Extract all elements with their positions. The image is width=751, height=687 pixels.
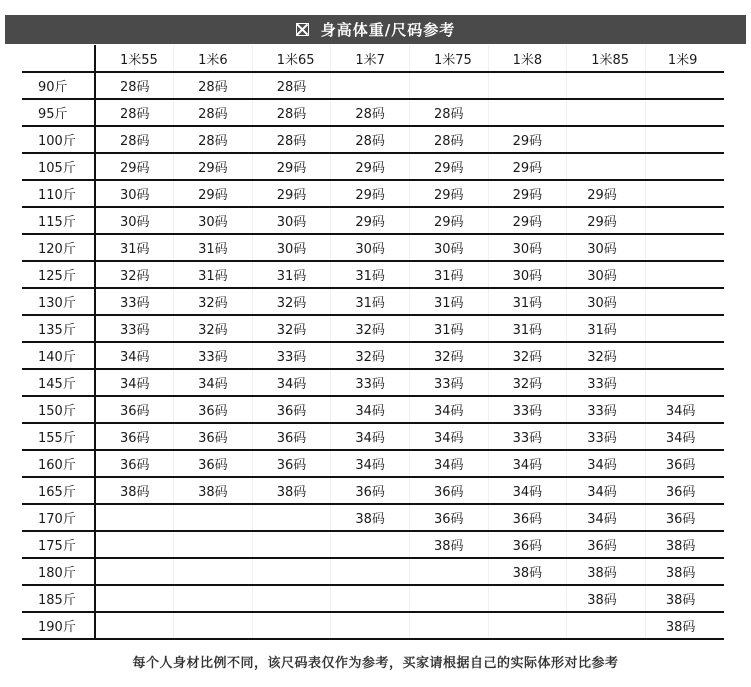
- size-cell: 32码: [120, 269, 150, 284]
- table-row: [22, 531, 724, 558]
- size-cell: 31码: [410, 315, 489, 342]
- size-cell: [488, 99, 567, 126]
- size-cell: 32码: [488, 369, 567, 396]
- size-cell: 29码: [488, 180, 567, 207]
- size-cell: 29码: [410, 153, 489, 180]
- size-cell: [645, 261, 724, 288]
- size-cell: 38码: [567, 558, 646, 585]
- size-cell: 29码: [174, 180, 253, 207]
- size-cell: 28码: [252, 72, 331, 99]
- size-cell: 36码: [174, 396, 253, 423]
- size-cell: 36码: [120, 404, 150, 419]
- table-row: [22, 558, 724, 585]
- size-cell: [645, 207, 724, 234]
- size-cell: 36码: [488, 504, 567, 531]
- size-cell: [645, 126, 724, 153]
- size-cell: [645, 153, 724, 180]
- size-cell: 33码: [488, 423, 567, 450]
- height-header-row: [22, 45, 724, 72]
- size-cell: 34码: [410, 423, 489, 450]
- size-cell: 28码: [410, 99, 489, 126]
- size-cell: 29码: [410, 207, 489, 234]
- size-cell: 31码: [488, 315, 567, 342]
- size-cell: 34码: [331, 396, 410, 423]
- table-row: [22, 72, 724, 99]
- size-cell: 30码: [331, 234, 410, 261]
- size-cell: 36码: [410, 477, 489, 504]
- size-cell: 34码: [410, 450, 489, 477]
- size-cell: [645, 342, 724, 369]
- weight-label: 115斤: [22, 207, 95, 234]
- size-cell: 33码: [488, 396, 567, 423]
- size-cell: 28码: [331, 99, 410, 126]
- size-cell: [488, 585, 567, 612]
- size-cell: 30码: [120, 215, 150, 230]
- size-cell: 30码: [567, 234, 646, 261]
- weight-label: 180斤: [22, 558, 95, 585]
- weight-label: 165斤: [22, 477, 95, 504]
- size-cell: 31码: [331, 288, 410, 315]
- title-bar: [5, 15, 746, 44]
- size-cell: [174, 612, 253, 639]
- size-cell: 33码: [410, 369, 489, 396]
- size-cell: 36码: [120, 431, 150, 446]
- size-cell: [645, 180, 724, 207]
- size-cell: [567, 126, 646, 153]
- weight-label: 150斤: [22, 396, 95, 423]
- size-cell: [410, 72, 489, 99]
- size-cell: 32码: [252, 288, 331, 315]
- size-cell: 38码: [645, 531, 724, 558]
- size-cell: 28码: [410, 126, 489, 153]
- size-cell: 32码: [174, 288, 253, 315]
- table-row: [22, 450, 724, 477]
- size-cell: 31码: [410, 261, 489, 288]
- size-cell: [567, 99, 646, 126]
- size-cell: [95, 612, 174, 639]
- size-cell: 36码: [174, 423, 253, 450]
- height-header: 1米9: [645, 45, 724, 72]
- table-row: [22, 369, 724, 396]
- size-cell: 34码: [488, 450, 567, 477]
- weight-label: 130斤: [22, 288, 95, 315]
- size-cell: [645, 234, 724, 261]
- size-cell: 30码: [488, 234, 567, 261]
- size-cell: [331, 558, 410, 585]
- size-cell: 29码: [331, 207, 410, 234]
- table-row: [22, 396, 724, 423]
- size-cell: 33码: [567, 423, 646, 450]
- size-cell: 34码: [488, 477, 567, 504]
- size-cell: [567, 72, 646, 99]
- size-cell: [645, 99, 724, 126]
- size-cell: 33码: [567, 369, 646, 396]
- size-cell: 30码: [488, 261, 567, 288]
- size-cell: 36码: [252, 423, 331, 450]
- weight-label: 90斤: [22, 72, 95, 99]
- size-cell: [174, 504, 253, 531]
- size-cell: 32码: [567, 342, 646, 369]
- size-cell: 36码: [488, 531, 567, 558]
- size-cell: [331, 72, 410, 99]
- size-cell: 32码: [252, 315, 331, 342]
- size-cell: 33码: [120, 323, 150, 338]
- height-header: 1米8: [488, 45, 567, 72]
- size-cell: 28码: [174, 72, 253, 99]
- weight-label: 120斤: [22, 234, 95, 261]
- size-cell: 29码: [488, 207, 567, 234]
- size-cell: 38码: [645, 558, 724, 585]
- size-cell: 32码: [488, 342, 567, 369]
- size-cell: 29码: [488, 153, 567, 180]
- size-cell: 34码: [410, 396, 489, 423]
- size-cell: [331, 612, 410, 639]
- size-cell: 36码: [120, 458, 150, 473]
- size-cell: 28码: [120, 80, 150, 95]
- weight-label: 145斤: [22, 369, 95, 396]
- page-title: 身高体重/尺码参考: [320, 21, 456, 39]
- table-row: [22, 504, 724, 531]
- size-cell: 34码: [174, 369, 253, 396]
- size-cell: [567, 612, 646, 639]
- size-cell: 36码: [252, 450, 331, 477]
- table-row: [22, 342, 724, 369]
- size-cell: 31码: [410, 288, 489, 315]
- size-cell: 36码: [410, 504, 489, 531]
- height-header: 1米7: [331, 45, 410, 72]
- size-chart-table: [22, 45, 724, 640]
- size-cell: 31码: [488, 288, 567, 315]
- size-cell: 29码: [567, 180, 646, 207]
- size-cell: 38码: [567, 585, 646, 612]
- size-cell: 36码: [645, 450, 724, 477]
- size-cell: 34码: [567, 504, 646, 531]
- size-cell: 34码: [120, 350, 150, 365]
- height-header: 1米75: [410, 45, 489, 72]
- size-cell: [488, 72, 567, 99]
- size-cell: [95, 531, 174, 558]
- footnote: 每个人身材比例不同，该尺码表仅作为参考，买家请根据自己的实际体形对比参考: [132, 656, 619, 671]
- size-cell: 34码: [252, 369, 331, 396]
- size-cell: 31码: [120, 242, 150, 257]
- size-cell: [410, 558, 489, 585]
- table-row: [22, 423, 724, 450]
- table-row: [22, 288, 724, 315]
- table-row: [22, 315, 724, 342]
- size-cell: [252, 612, 331, 639]
- size-cell: 34码: [645, 396, 724, 423]
- size-cell: 38码: [410, 531, 489, 558]
- size-cell: [252, 585, 331, 612]
- size-cell: [645, 288, 724, 315]
- size-cell: 31码: [174, 234, 253, 261]
- size-cell: 32码: [410, 342, 489, 369]
- height-header: 1米85: [567, 45, 646, 72]
- table-row: [22, 612, 724, 639]
- size-cell: 38码: [645, 612, 724, 639]
- size-cell: 30码: [174, 207, 253, 234]
- weight-label: 95斤: [22, 99, 95, 126]
- height-header: 1米6: [174, 45, 253, 72]
- size-cell: 28码: [252, 99, 331, 126]
- size-cell: 38码: [120, 485, 150, 500]
- size-cell: 29码: [174, 153, 253, 180]
- size-cell: 29码: [331, 153, 410, 180]
- size-cell: [410, 612, 489, 639]
- weight-label: 110斤: [22, 180, 95, 207]
- size-cell: 30码: [252, 207, 331, 234]
- size-cell: [645, 315, 724, 342]
- table-row: [22, 180, 724, 207]
- weight-label: 105斤: [22, 153, 95, 180]
- size-cell: 33码: [331, 369, 410, 396]
- size-cell: 34码: [567, 477, 646, 504]
- size-cell: 31码: [174, 261, 253, 288]
- size-cell: 38码: [645, 585, 724, 612]
- size-cell: 38码: [252, 477, 331, 504]
- size-cell: 33码: [567, 396, 646, 423]
- size-cell: 32码: [331, 315, 410, 342]
- size-cell: 36码: [331, 477, 410, 504]
- size-cell: 28码: [252, 126, 331, 153]
- size-cell: 32码: [174, 315, 253, 342]
- image-placeholder-icon: [296, 23, 309, 36]
- size-cell: 28码: [331, 126, 410, 153]
- weight-label: 155斤: [22, 423, 95, 450]
- size-cell: 30码: [567, 288, 646, 315]
- size-cell: [95, 585, 174, 612]
- size-cell: [174, 558, 253, 585]
- size-cell: 30码: [252, 234, 331, 261]
- size-cell: 29码: [331, 180, 410, 207]
- size-cell: 28码: [174, 126, 253, 153]
- size-cell: 30码: [120, 188, 150, 203]
- size-cell: [331, 585, 410, 612]
- size-cell: 38码: [174, 477, 253, 504]
- size-cell: 29码: [252, 180, 331, 207]
- size-cell: 34码: [567, 450, 646, 477]
- height-header: 1米65: [252, 45, 331, 72]
- size-cell: [174, 585, 253, 612]
- size-cell: 33码: [174, 342, 253, 369]
- size-cell: [95, 504, 174, 531]
- table-row: [22, 585, 724, 612]
- table-row: [22, 234, 724, 261]
- size-cell: 34码: [331, 450, 410, 477]
- size-cell: 28码: [120, 134, 150, 149]
- size-cell: 31码: [252, 261, 331, 288]
- weight-label: 135斤: [22, 315, 95, 342]
- size-cell: [410, 585, 489, 612]
- size-cell: 29码: [252, 153, 331, 180]
- size-cell: 28码: [120, 107, 150, 122]
- size-cell: 31码: [567, 315, 646, 342]
- size-cell: 36码: [567, 531, 646, 558]
- table-row: [22, 261, 724, 288]
- weight-label: 190斤: [22, 612, 95, 639]
- size-cell: [95, 558, 174, 585]
- table-row: [22, 207, 724, 234]
- size-cell: [174, 531, 253, 558]
- size-cell: 34码: [645, 423, 724, 450]
- table-corner-cell: [22, 45, 95, 72]
- size-cell: 33码: [252, 342, 331, 369]
- weight-label: 175斤: [22, 531, 95, 558]
- size-cell: 29码: [120, 161, 150, 176]
- size-cell: 32码: [331, 342, 410, 369]
- weight-label: 140斤: [22, 342, 95, 369]
- table-row: [22, 477, 724, 504]
- size-cell: [252, 531, 331, 558]
- size-cell: 36码: [174, 450, 253, 477]
- weight-label: 100斤: [22, 126, 95, 153]
- size-cell: [645, 369, 724, 396]
- size-cell: [645, 72, 724, 99]
- height-header: 1米55: [120, 52, 158, 68]
- size-cell: 34码: [331, 423, 410, 450]
- table-row: [22, 99, 724, 126]
- weight-label: 185斤: [22, 585, 95, 612]
- size-cell: [488, 612, 567, 639]
- size-cell: 34码: [120, 377, 150, 392]
- size-cell: 33码: [120, 296, 150, 311]
- size-cell: 30码: [410, 234, 489, 261]
- weight-label: 125斤: [22, 261, 95, 288]
- weight-label: 170斤: [22, 504, 95, 531]
- size-chart-body: [22, 72, 724, 639]
- weight-label: 160斤: [22, 450, 95, 477]
- size-cell: 36码: [252, 396, 331, 423]
- size-cell: 29码: [567, 207, 646, 234]
- size-cell: [252, 558, 331, 585]
- size-cell: 36码: [645, 504, 724, 531]
- table-row: [22, 126, 724, 153]
- size-cell: 31码: [331, 261, 410, 288]
- size-cell: 38码: [488, 558, 567, 585]
- size-cell: 29码: [410, 180, 489, 207]
- size-cell: [567, 153, 646, 180]
- size-cell: 29码: [488, 126, 567, 153]
- table-row: [22, 153, 724, 180]
- size-cell: 38码: [331, 504, 410, 531]
- size-cell: 30码: [567, 261, 646, 288]
- size-cell: 36码: [645, 477, 724, 504]
- size-cell: [331, 531, 410, 558]
- size-cell: [252, 504, 331, 531]
- size-cell: 28码: [174, 99, 253, 126]
